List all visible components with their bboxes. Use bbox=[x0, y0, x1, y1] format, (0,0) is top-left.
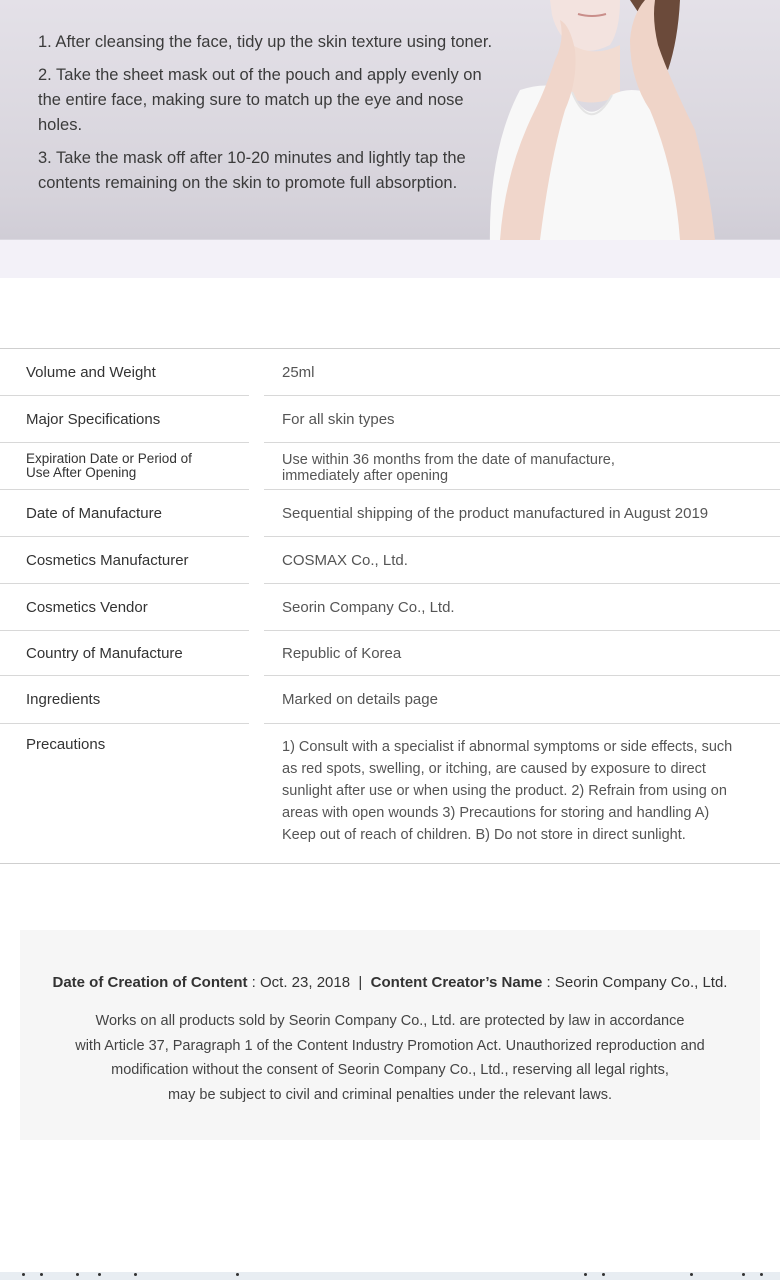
spec-label-precautions: Precautions bbox=[26, 736, 106, 753]
spec-label-expiration: Expiration Date or Period of Use After Opening bbox=[26, 451, 192, 480]
usage-step-1: 1. After cleansing the face, tidy up the skin texture using toner. bbox=[38, 33, 493, 51]
usage-steps bbox=[38, 30, 508, 204]
spec-value-precautions: 1) Consult with a specialist if abnormal symptoms or side effects, such as red spots, swelling, or itching, are caused by exposure to direct sunlight after use or when using the product. 2) Refrain from using on areas with open wounds 3) Precautions for storing and handling A) Keep out of reach of children. B) Do not store in direct sunlight. bbox=[282, 739, 733, 843]
copyright-notice bbox=[20, 930, 760, 1140]
spec-label-specifications: Major Specifications bbox=[26, 410, 161, 428]
creator-name-value: Seorin Company Co., Ltd. bbox=[554, 974, 728, 991]
next-section-edge bbox=[0, 1272, 780, 1280]
spec-value-manufacturer: COSMAX Co., Ltd. bbox=[282, 551, 408, 569]
usage-step-3: 3. Take the mask off after 10-20 minutes and lightly tap the contents remaining on the skin to promote full absorption. bbox=[38, 149, 466, 192]
spec-label-manufacture-date: Date of Manufacture bbox=[26, 504, 162, 522]
spec-label-vendor: Cosmetics Vendor bbox=[26, 598, 148, 616]
table-bottom-border bbox=[0, 863, 780, 864]
spec-value-country: Republic of Korea bbox=[282, 644, 402, 662]
content-credit: Date of Creation of Content : Oct. 23, 2018 | Content Creator’s Name : Seorin Company Co., Ltd. bbox=[52, 974, 728, 991]
spec-value-expiration: Use within 36 months from the date of manufacture, immediately after opening bbox=[282, 452, 615, 484]
creation-date-label: Date of Creation of Content bbox=[52, 974, 248, 991]
usage-hero bbox=[0, 0, 780, 278]
copyright-line: Works on all products sold by Seorin Company Co., Ltd. are protected by law in accordance bbox=[95, 1013, 685, 1029]
spec-value-vendor: Seorin Company Co., Ltd. bbox=[282, 598, 455, 616]
spec-label-country: Country of Manufacture bbox=[26, 644, 183, 662]
copyright-text bbox=[20, 1009, 760, 1107]
copyright-line: with Article 37, Paragraph 1 of the Content Industry Promotion Act. Unauthorized reproduction and bbox=[75, 1037, 705, 1054]
creator-name-label: Content Creator’s Name bbox=[370, 974, 543, 991]
credit-divider: | bbox=[358, 974, 363, 991]
spec-label-ingredients: Ingredients bbox=[26, 691, 101, 708]
spec-value-ingredients: Marked on details page bbox=[282, 691, 438, 708]
spec-value-specifications: For all skin types bbox=[282, 410, 395, 428]
usage-step-2: 2. Take the sheet mask out of the pouch and apply evenly on the entire face, making sure to match up the eye and nose holes. bbox=[38, 66, 482, 134]
spec-label-manufacturer: Cosmetics Manufacturer bbox=[26, 551, 189, 569]
creation-date-value: Oct. 23, 2018 bbox=[260, 974, 351, 991]
spec-value-manufacture-date: Sequential shipping of the product manufactured in August 2019 bbox=[282, 504, 709, 522]
copyright-line: may be subject to civil and criminal penalties under the relevant laws. bbox=[167, 1086, 613, 1103]
spec-value-volume: 25ml bbox=[282, 363, 315, 381]
copyright-line: modification without the consent of Seorin Company Co., Ltd., reserving all legal rights, bbox=[111, 1062, 669, 1078]
model-photo bbox=[480, 0, 760, 248]
spec-label-volume: Volume and Weight bbox=[26, 363, 156, 381]
